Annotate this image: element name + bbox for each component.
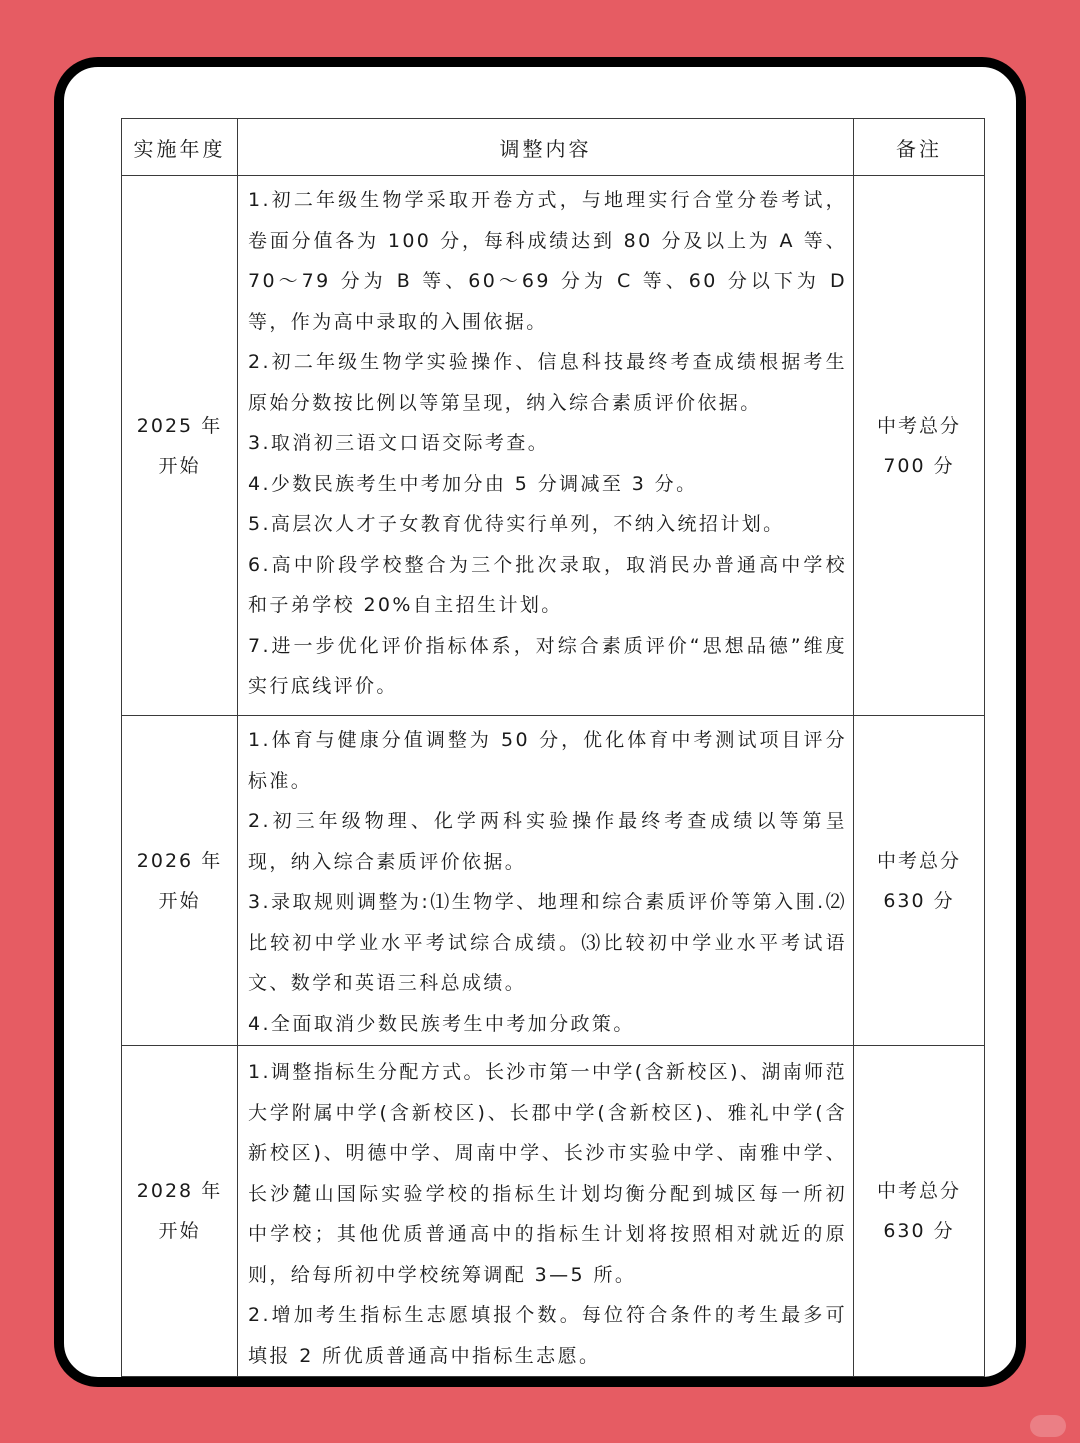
watermark-icon <box>1030 1415 1066 1437</box>
list-item: 1.体育与健康分值调整为 50 分，优化体育中考测试项目评分标准。 <box>248 729 847 792</box>
content-cell <box>238 1046 854 1377</box>
note-score: 630 分 <box>883 1220 955 1242</box>
list-item: 1.调整指标生分配方式。长沙市第一中学(含新校区)、湖南师范大学附属中学(含新校区)、长郡中学(含新校区)、雅礼中学(含新校区)、明德中学、周南中学、长沙市实验中学、南雅中学、长沙麓山国际实验学校的指标生计划均衡分配到城区每一所初中学校；其他优质普通高中的指标生计划将按照相对就近的原则，给每所初中学校统筹调配 3—5 所。 <box>248 1061 847 1286</box>
list-item: 5.高层次人才子女教育优待实行单列，不纳入统招计划。 <box>248 513 785 535</box>
note-cell <box>854 1046 985 1377</box>
year-suffix: 开始 <box>158 1220 201 1242</box>
list-item: 2.初三年级物理、化学两科实验操作最终考查成绩以等第呈现，纳入综合素质评价依据。 <box>248 810 847 873</box>
table-header-row <box>122 119 985 176</box>
header-note: 备注 <box>854 119 985 176</box>
note-label: 中考总分 <box>876 1180 961 1202</box>
year-cell <box>122 1046 238 1377</box>
list-item: 6.高中阶段学校整合为三个批次录取，取消民办普通高中学校和子弟学校 20%自主招生计划。 <box>248 553 847 616</box>
year-label: 2025 年 <box>136 414 223 437</box>
list-item: 4.全面取消少数民族考生中考加分政策。 <box>248 1012 635 1035</box>
content-cell <box>238 716 854 1046</box>
list-item: 7.进一步优化评价指标体系，对综合素质评价“思想品德”维度实行底线评价。 <box>248 634 847 697</box>
year-suffix: 开始 <box>158 454 201 477</box>
list-item: 3.录取规则调整为:⑴生物学、地理和综合素质评价等第入围.⑵比较初中学业水平考试综合成绩。⑶比较初中学业水平考试语文、数学和英语三科总成绩。 <box>248 891 847 994</box>
list-item: 2.增加考生指标生志愿填报个数。每位符合条件的考生最多可填报 2 所优质普通高中指标生志愿。 <box>248 1304 847 1367</box>
note-cell <box>854 176 985 716</box>
note-label: 中考总分 <box>876 414 961 437</box>
note-score: 700 分 <box>883 454 955 477</box>
list-item: 4.少数民族考生中考加分由 5 分调减至 3 分。 <box>248 472 698 495</box>
year-label: 2026 年 <box>136 849 223 872</box>
table-row <box>122 716 985 1046</box>
list-item: 3.取消初三语文口语交际考查。 <box>248 432 550 454</box>
year-label: 2028 年 <box>136 1180 223 1202</box>
year-cell <box>122 716 238 1046</box>
note-score: 630 分 <box>883 889 955 912</box>
header-year: 实施年度 <box>122 119 238 176</box>
year-suffix: 开始 <box>158 889 201 912</box>
note-cell <box>854 716 985 1046</box>
year-cell <box>122 176 238 716</box>
list-item: 1.初二年级生物学采取开卷方式，与地理实行合堂分卷考试，卷面分值各为 100 分，每科成绩达到 80 分及以上为 A 等、70～79 分为 B 等、60～69 分为 C 等、60 分以下为 D 等，作为高中录取的入围依据。 <box>248 189 847 333</box>
policy-table <box>121 118 985 1377</box>
list-item: 2.初二年级生物学实验操作、信息科技最终考查成绩根据考生原始分数按比例以等第呈现，纳入综合素质评价依据。 <box>248 351 847 414</box>
table-row <box>122 1046 985 1377</box>
note-label: 中考总分 <box>876 849 961 872</box>
header-content: 调整内容 <box>238 119 854 176</box>
table-row <box>122 176 985 716</box>
document-card <box>54 57 1026 1387</box>
content-cell <box>238 176 854 716</box>
